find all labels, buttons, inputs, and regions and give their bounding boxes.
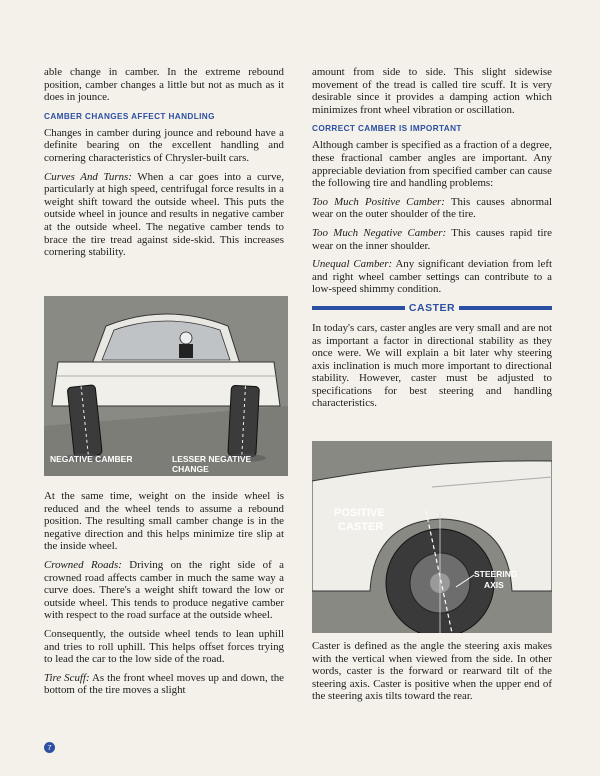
paragraph: At the same time, weight on the inside wheel is reduced and the wheel tends to assume a rebound position. The resulting small camber change is in the negative direction and this helps minimize tire slip at the inside wheel.	[44, 490, 284, 553]
left-column-lower	[44, 490, 284, 703]
paragraph: Changes in camber during jounce and rebound have a definite bearing on the excellent handling and cornering characteristics of Chrysler-built cars.	[44, 126, 284, 164]
caster-figure	[312, 441, 552, 633]
paragraph: amount from side to side. This slight sidewise movement of the tread is called tire scuff. It is very desirable since it provides a damping action which minimizes front wheel vibration or oscillation.	[312, 66, 552, 116]
paragraph-lead: Curves And Turns:	[44, 170, 132, 183]
section-banner	[312, 302, 552, 314]
paragraph: able change in camber. In the extreme rebound position, camber changes a little but not as much as it does in jounce.	[44, 66, 284, 104]
paragraph-body: Any significant deviation from left and right wheel camber settings can contribute to a low-speed shimmy condition.	[312, 258, 552, 296]
right-column-lower	[312, 640, 552, 709]
figure-label-positive: POSITIVE	[334, 507, 385, 519]
camber-illustration	[44, 296, 288, 476]
paragraph-lead: Too Much Positive Camber:	[312, 195, 445, 208]
section-heading: CAMBER CHANGES AFFECT HANDLING	[44, 111, 215, 121]
paragraph-lead: Crowned Roads:	[44, 558, 122, 571]
paragraph-body: This causes rapid tire wear on the inner shoulder.	[312, 226, 552, 252]
paragraph	[312, 196, 552, 221]
paragraph-body: This causes abnormal wear on the outer shoulder of the tire.	[312, 195, 552, 221]
figure-label-axis: AXIS	[484, 580, 504, 590]
paragraph-body: Driving on the right side of a crowned road affects camber in much the same way a curve does. There's a weight shift toward the low or outside wheel. This tends to produce negative camber with respect to the road surface at the outside wheel.	[44, 558, 284, 622]
figure-label-steering: STEERING	[474, 569, 518, 579]
page-number: 7	[44, 742, 55, 753]
banner-title: CASTER	[408, 301, 456, 314]
figure-label-negative-camber: NEGATIVE CAMBER	[50, 454, 133, 464]
right-column	[312, 66, 552, 416]
banner-rule	[459, 306, 552, 310]
figure-label-lesser-negative: LESSER NEGATIVE CHANGE	[172, 454, 252, 474]
paragraph: Consequently, the outside wheel tends to lean uphill and tries to roll uphill. This helps offset forces trying to lead the car to the low side of the road.	[44, 627, 284, 666]
paragraph	[44, 672, 284, 697]
paragraph	[312, 227, 552, 252]
paragraph	[312, 258, 552, 296]
section-heading: CORRECT CAMBER IS IMPORTANT	[312, 124, 462, 134]
paragraph: In today's cars, caster angles are very small and are not as important a factor in directional stability as they once were. We will explain a bit later why steering axis inclination is much more important to directional stability. However, caster must be adjusted to specifications for best steering and handling characteristics.	[312, 321, 552, 410]
paragraph	[44, 171, 284, 259]
paragraph-body: When a car goes into a curve, particularly at high speed, centrifugal force results in a weight shift toward the outside wheel. This puts the outside wheel in jounce and results in negative camber at the outside wheel. The negative camber tends to brace the tire tread against side-skid. This increases cornering stability.	[44, 170, 284, 259]
banner-rule	[312, 306, 405, 310]
paragraph-lead: Unequal Camber:	[312, 258, 393, 271]
paragraph: Although camber is specified as a fraction of a degree, these fractional camber angles are important. Any appreciable deviation from specified camber can cause the following tire and handling problems:	[312, 139, 552, 190]
camber-figure	[44, 296, 288, 476]
caster-illustration	[312, 441, 552, 633]
paragraph-lead: Tire Scuff:	[44, 671, 90, 684]
figure-label-caster: CASTER	[338, 521, 384, 533]
paragraph-lead: Too Much Negative Camber:	[312, 226, 447, 239]
paragraph: Caster is defined as the angle the steering axis makes with the vertical when viewed from the side. In other words, caster is the forward or rearward tilt of the steering axis. Caster is positive when the upper end of the steering axis tilts toward the rear.	[312, 640, 552, 703]
paragraph	[44, 559, 284, 622]
left-column	[44, 66, 284, 265]
paragraph-body: As the front wheel moves up and down, the bottom of the tire moves a slight	[44, 671, 284, 697]
